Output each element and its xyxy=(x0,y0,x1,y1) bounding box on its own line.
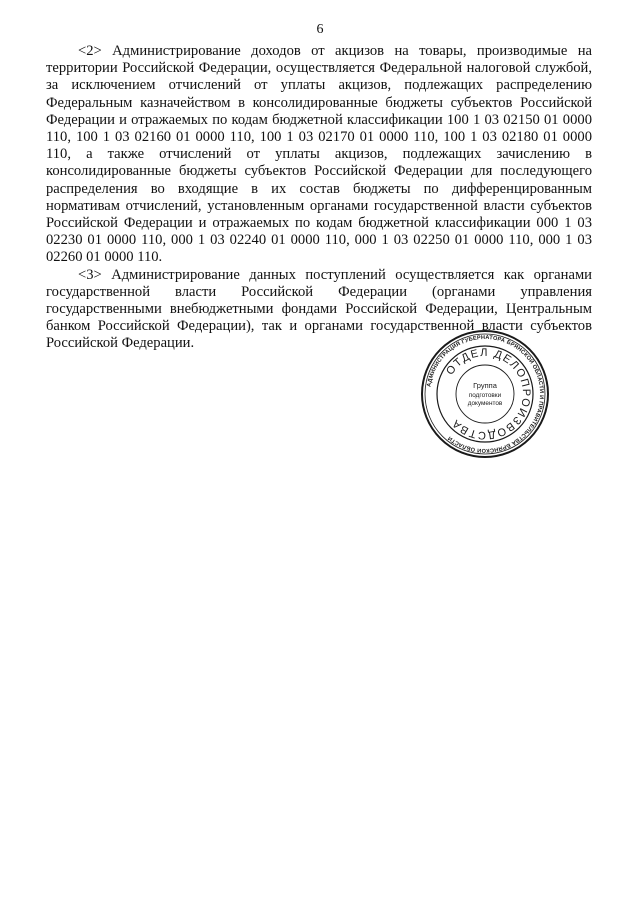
page-number: 6 xyxy=(316,22,324,37)
footnotes-text xyxy=(46,43,592,353)
svg-text:ОТДЕЛ ДЕЛОПРОИЗВОДСТВА: ОТДЕЛ ДЕЛОПРОИЗВОДСТВА xyxy=(444,346,533,442)
footnote-2: <2> Администрирование доходов от акцизов на товары, производимые на территории Российской Федерации, осуществляется Федеральной налоговой службой, за исключением отчислений от уплаты акцизов, подлежащих распределению Федеральным казначейством в консолидированные бюджеты субъектов Российской Федерации и отражаемых по кодам бюджетной классификации 100 1 03 02150 01 0000 110, 100 1 03 02160 01 0000 110, 100 1 03 02170 01 0000 110, 100 1 03 02180 01 0000 110, а также отчислений от уплаты акцизов, подлежащих зачислению в консолидированные бюджеты субъектов Российской Федерации для последующего распределения во входящие в их состав бюджеты по дифференцированным нормативам отчислений, установленным органами государственной власти субъектов Российской Федерации и отражаемых по кодам бюджетной классификации 000 1 03 02230 01 0000 110, 000 1 03 02240 01 0000 110, 000 1 03 02250 01 0000 110, 000 1 03 02260 01 0000 110. xyxy=(46,43,592,266)
svg-text:АДМИНИСТРАЦИЯ ГУБЕРНАТОРА БРЯН: АДМИНИСТРАЦИЯ ГУБЕРНАТОРА БРЯНСКОЙ ОБЛАСТИ И ПРАВИТЕЛЬСТВА БРЯНСКОЙ ОБЛАСТИ xyxy=(426,334,545,454)
svg-text:документов: документов xyxy=(467,400,503,407)
svg-text:подготовки: подготовки xyxy=(468,392,502,399)
stamp-seal-icon xyxy=(420,329,550,459)
svg-text:Группа: Группа xyxy=(473,381,497,390)
office-stamp xyxy=(420,329,550,459)
footnote-3: <3> Администрирование данных поступлений осуществляется как органами государственной власти Российской Федерации (органами управления государственными внебюджетными фондами Российской Федерации, Центральным банком Российской Федерации), так и органами государственной власти субъектов Российской Федерации. xyxy=(46,266,592,352)
